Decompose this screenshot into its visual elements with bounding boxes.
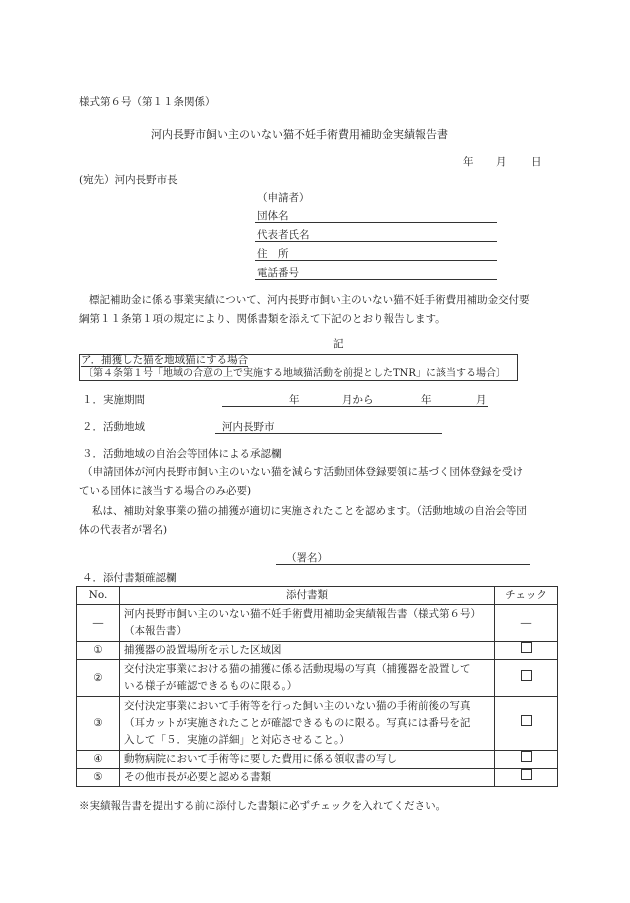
period-month-from: 月から [342,394,374,406]
date-month: 月 [496,156,507,168]
applicant-org-name-label: 団体名 [257,210,289,222]
checkbox-square[interactable] [521,769,532,780]
row-no: ② [77,660,120,697]
activity-area-line [215,433,442,434]
table-row [77,605,558,642]
applicant-heading: （申請者） [257,192,310,204]
checkbox-square[interactable] [521,670,532,681]
row-document-line: 河内長野市飼い主のいない猫不妊手術費用補助金実績報告書（様式第６号） [124,608,481,620]
section-a-title: ア．捕獲した猫を地域猫にする場合 [81,354,249,366]
applicant-rep-name-line [255,241,497,242]
applicant-org-name-line [255,222,497,223]
ki-heading: 記 [333,338,344,350]
row-document-line: その他市長が必要と認める書類 [124,771,271,783]
row-no: ④ [77,751,120,769]
date-year: 年 [463,156,474,168]
item2-label: ２．活動地域 [82,421,145,433]
activity-area-value: 河内長野市 [222,421,275,433]
row-document [120,605,495,642]
addressee: (宛先）河内長野市長 [79,174,178,186]
row-document-line: いる様子が確認できるものに限る。） [124,680,298,692]
table-header-row [77,587,558,605]
item3-label: ３．活動地域の自治会等団体による承認欄 [82,448,282,460]
row-document [120,697,495,751]
row-document-line: （本報告書） [124,625,187,637]
body-text-line2: 綱第１１条第１項の規定により、関係書類を添えて下記のとおり報告します。 [79,313,446,325]
applicant-address-label: 住 所 [257,248,289,260]
attachment-table [76,586,558,787]
row-no: ― [77,605,120,642]
table-row [77,769,558,787]
period-year-1: 年 [289,394,300,406]
applicant-phone-line [255,279,497,280]
row-check: ― [495,605,558,642]
item3-approval-line2: 体の代表者が署名) [79,524,168,536]
row-document-line: 捕獲器の設置場所を示した区域図 [124,644,282,656]
period-year-2: 年 [421,394,432,406]
table-row [77,660,558,697]
row-document [120,660,495,697]
checkbox[interactable] [495,697,558,751]
date-day: 日 [531,156,542,168]
row-document-line: 動物病院において手術等に要した費用に係る領収書の写し [124,753,397,765]
row-no: ① [77,642,120,660]
period-month-2: 月 [476,394,487,406]
footnote: ※実績報告書を提出する前に添付した書類に必ずチェックを入れてください。 [79,800,447,812]
row-document [120,642,495,660]
signature-line [276,564,530,565]
applicant-phone-label: 電話番号 [257,267,299,279]
item3-approval-line1: 私は、補助対象事業の猫の捕獲が適切に実施されたことを認めます。（活動地域の自治会等団 [92,505,527,517]
header-no: No. [77,587,120,605]
item3-note-line1: （申請団体が河内長野市飼い主のいない猫を減らす活動団体登録要領に基づく団体登録を受け [82,466,523,478]
applicant-rep-name-label: 代表者氏名 [257,229,310,241]
checkbox[interactable] [495,642,558,660]
checkbox[interactable] [495,769,558,787]
row-no: ⑤ [77,769,120,787]
table-row [77,642,558,660]
row-document [120,769,495,787]
checkbox[interactable] [495,660,558,697]
header-check: チェック [495,587,558,605]
row-document [120,751,495,769]
item1-label: １．実施期間 [82,394,145,406]
checkbox[interactable] [495,751,558,769]
signature-label: （署名） [286,552,328,564]
table-row [77,751,558,769]
row-document-line: （耳カットが実施されたことが確認できるものに限る。写真には番号を記 [124,717,471,729]
row-document-line: 入して「５．実施の詳細」と対応させること。） [124,734,350,746]
header-document: 添付書類 [120,587,495,605]
row-document-line: 交付決定事業における猫の捕獲に係る活動現場の写真（捕獲器を設置して [124,663,471,675]
checkbox-square[interactable] [521,751,532,762]
checkbox-square[interactable] [521,642,532,653]
body-text-line1: 標記補助金に係る事業実績について、河内長野市飼い主のいない猫不妊手術費用補助金交付要 [89,294,530,306]
row-no: ③ [77,697,120,751]
item4-label: ４．添付書類確認欄 [82,572,177,584]
table-row [77,697,558,751]
page-title: 河内長野市飼い主のいない猫不妊手術費用補助金実績報告書 [151,128,448,141]
section-a-subtitle: 〔第４条第１号「地域の合意の上で実施する地域猫活動を前提としたTNR」に該当する場合〕 [83,368,506,379]
applicant-address-line [255,260,497,261]
checkbox-square[interactable] [521,715,532,726]
item3-note-line2: ている団体に該当する場合のみ必要) [79,485,252,497]
form-number: 様式第６号（第１１条関係） [79,96,216,108]
row-document-line: 交付決定事業において手術等を行った飼い主のいない猫の手術前後の写真 [124,700,471,712]
